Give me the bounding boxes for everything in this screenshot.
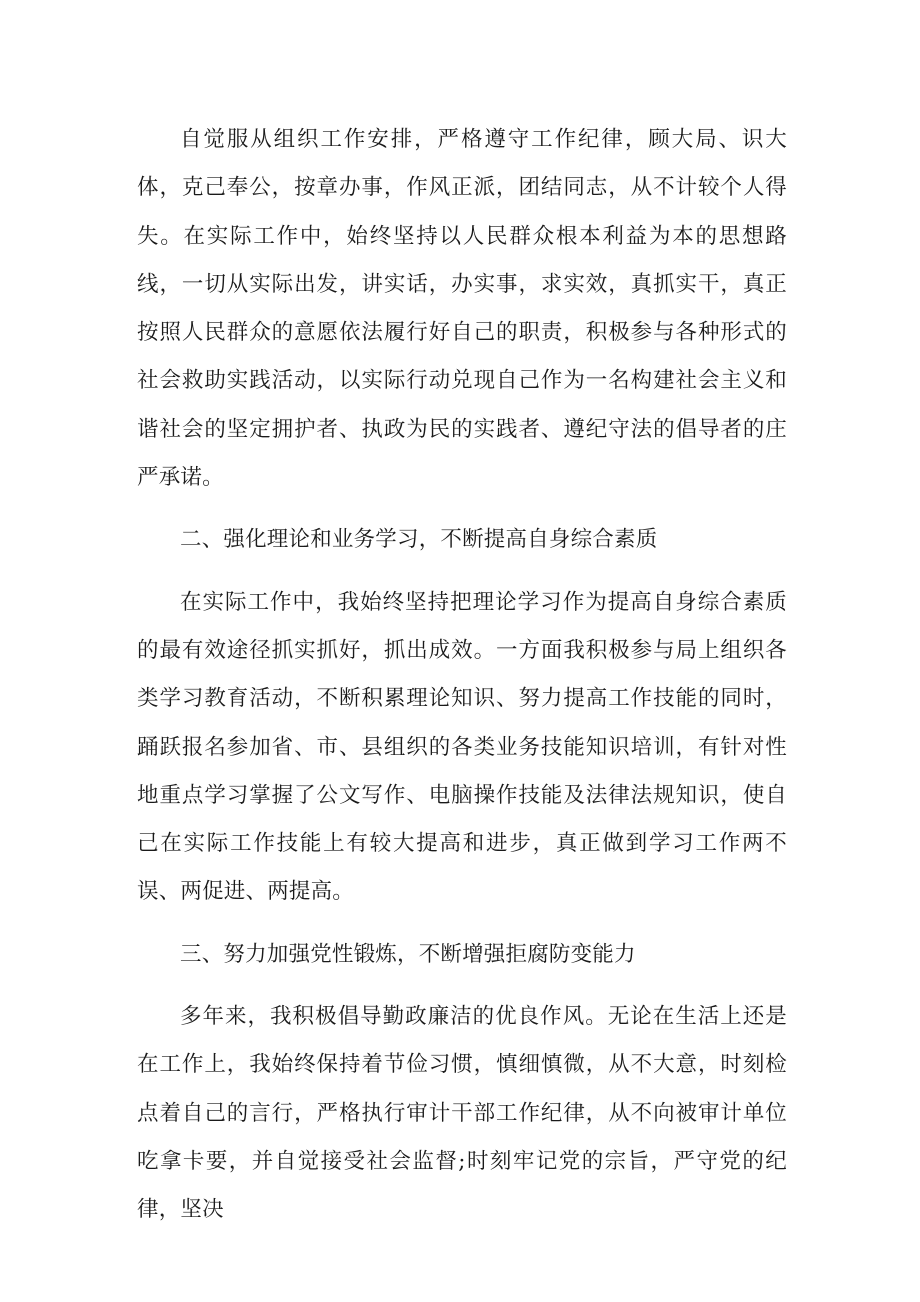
paragraph-body: 在实际工作中，我始终坚持把理论学习作为提高自身综合素质的最有效途径抓实抓好，抓出成效。一方面我积极参与局上组织各类学习教育活动，不断积累理论知识、努力提高工作技能的同时，踊跃报名参加省、市、县组织的各类业务技能知识培训，有针对性地重点学习掌握了公文写作、电脑操作技能及法律法规知识，使自己在实际工作技能上有较大提高和进步，真正做到学习工作两不误、两促进、两提高。 <box>137 589 787 905</box>
paragraph-body: 多年来，我积极倡导勤政廉洁的优良作风。无论在生活上还是在工作上，我始终保持着节俭习惯，慎细慎微，从不大意，时刻检点着自己的言行，严格执行审计干部工作纪律，从不向被审计单位吃拿卡要，并自觉接受社会监督;时刻牢记党的宗旨，严守党的纪律，坚决 <box>137 1004 787 1223</box>
section-heading: 二、强化理论和业务学习，不断提高自身综合素质 <box>180 527 658 553</box>
document-body <box>137 116 787 1235</box>
paragraph-body: 自觉服从组织工作安排，严格遵守工作纪律，顾大局、识大体，克己奉公，按章办事，作风正派，团结同志，从不计较个人得失。在实际工作中，始终坚持以人民群众根本利益为本的思想路线，一切从实际出发，讲实话，办实事，求实效，真抓实干，真正按照人民群众的意愿依法履行好自己的职责，积极参与各种形式的社会救助实践活动，以实际行动兑现自己作为一名构建社会主义和谐社会的坚定拥护者、执政为民的实践者、遵纪守法的倡导者的庄严承诺。 <box>137 127 787 491</box>
section-heading: 三、努力加强党性锻炼，不断增强拒腐防变能力 <box>180 941 636 967</box>
